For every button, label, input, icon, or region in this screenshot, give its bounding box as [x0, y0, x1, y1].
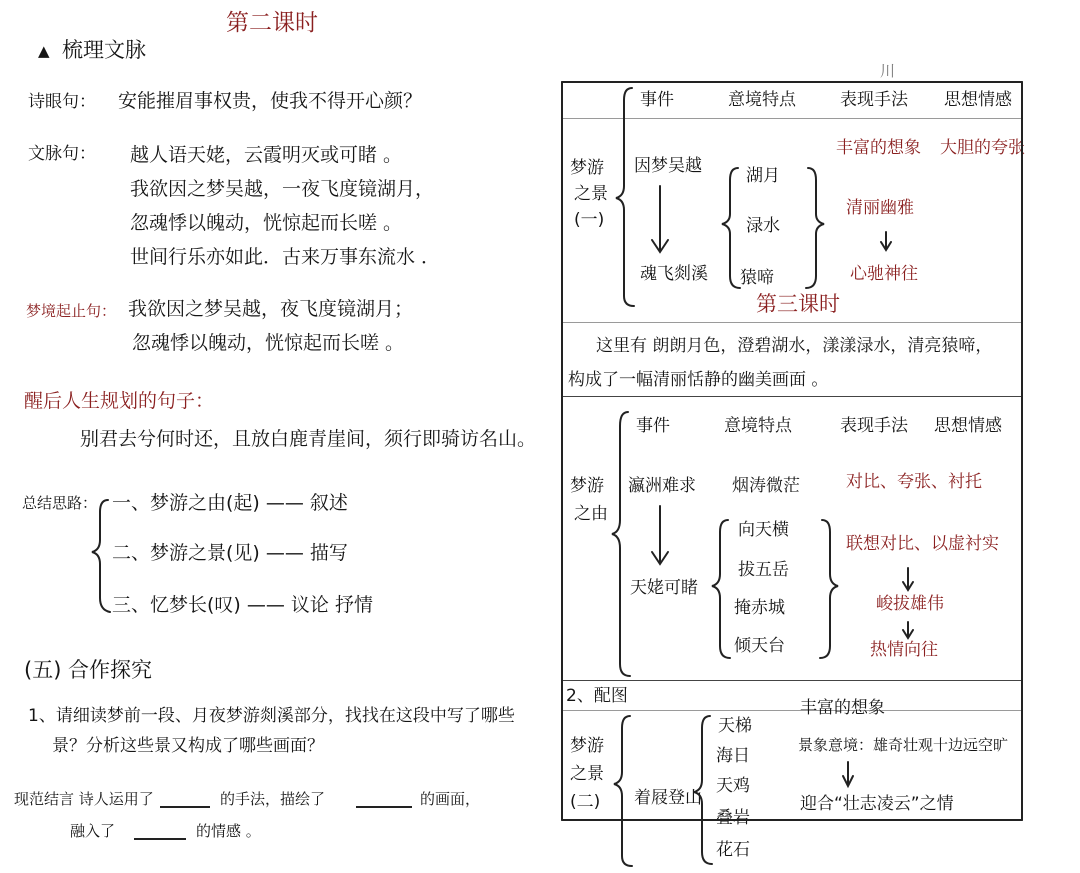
summary-item: 二、梦游之景(见) —— 描写 — [112, 542, 348, 564]
paragraph-line: 这里有 朗朗月色，澄碧湖水，漾漾渌水，清亮猿啼， — [596, 336, 993, 356]
coop-heading: (五) 合作探究 — [24, 658, 153, 682]
plan-heading: 醒后人生规划的句子： — [24, 390, 215, 412]
t3-row-label: 之景 — [570, 764, 604, 784]
t2-emotion: 峻拔雄伟 — [876, 594, 944, 614]
summary-item: 三、忆梦长(叹) —— 议论 抒情 — [112, 594, 373, 616]
t1-row-label: 之景 — [574, 184, 608, 204]
t3-scene: 叠岩 — [716, 808, 750, 828]
t2-scene: 向天横 — [738, 520, 789, 540]
dream-label: 梦境起止句： — [26, 302, 117, 320]
dream-line: 忽魂悸以魄动，恍惊起而长嗟 。 — [132, 332, 405, 354]
t1-emotion: 大胆的夸张 — [940, 138, 1025, 158]
t1-event: 魂飞剡溪 — [640, 264, 708, 284]
fill-text-b: 的手法，描绘了 — [220, 790, 326, 808]
t3-row-label: 梦游 — [570, 736, 604, 756]
t1-feature: 清丽幽雅 — [846, 198, 914, 218]
t1-event: 因梦吴越 — [634, 156, 702, 176]
t1-technique: 丰富的想象 — [836, 138, 921, 158]
t2-header: 事件 — [636, 416, 670, 436]
t1-scene-brace-right — [806, 168, 824, 288]
paragraph-line: 构成了一幅清丽恬静的幽美画面 。 — [568, 370, 829, 390]
t3-event: 着屐登山 — [634, 788, 702, 808]
t1-row-label: (一) — [574, 210, 605, 230]
t2-technique: 对比、夸张、衬托 — [846, 472, 982, 492]
t3-scene-brace — [694, 716, 712, 864]
section-title: 梳理文脉 — [62, 38, 146, 62]
fill-text-a: 现范结言 诗人运用了 — [14, 790, 154, 808]
t2-emotion: 联想对比、以虚衬实 — [846, 534, 999, 554]
thread-label: 文脉句： — [28, 144, 96, 164]
t3-note: 丰富的想象 — [800, 698, 885, 718]
t1-row-label: 梦游 — [570, 158, 604, 178]
summary-brace — [92, 500, 110, 612]
lesson3-title: 第三课时 — [756, 292, 840, 316]
t3-scene: 海日 — [716, 746, 750, 766]
thread-line: 我欲因之梦吴越，一夜飞度镜湖月， — [130, 178, 435, 200]
t1-scene: 湖月 — [746, 166, 780, 186]
t2-scene: 拔五岳 — [738, 560, 789, 580]
t2-event: 瀛洲难求 — [628, 476, 696, 496]
t2-event: 天姥可睹 — [630, 578, 698, 598]
t2-emotion: 热情向往 — [870, 640, 938, 660]
t3-brace — [614, 716, 632, 866]
t3-scene: 天鸡 — [716, 776, 750, 796]
lesson-title: 第二课时 — [226, 10, 318, 36]
summary-label: 总结思路： — [22, 494, 98, 512]
poem-eye-text: 安能摧眉事权贵，使我不得开心颜？ — [118, 90, 423, 112]
t1-header: 思想情感 — [944, 90, 1012, 110]
thread-line: 越人语天姥，云霞明灭或可睹 。 — [130, 144, 403, 166]
triangle-icon: ▲ — [38, 42, 50, 60]
t2-scene: 倾天台 — [734, 636, 785, 656]
t2-header: 表现手法 — [840, 416, 908, 436]
plan-text: 别君去兮何时还，且放白鹿青崖间，须行即骑访名山。 — [80, 428, 537, 450]
t3-heading: 2、配图 — [566, 686, 628, 706]
t3-note: 景象意境：雄奇壮观十边远空旷 — [798, 736, 1009, 754]
t1-header: 意境特点 — [728, 90, 796, 110]
t2-feature: 烟涛微茫 — [732, 476, 800, 496]
t2-row-label: 梦游 — [570, 476, 604, 496]
t1-header: 事件 — [640, 90, 674, 110]
top-mark: 川 — [880, 62, 896, 80]
t2-header: 意境特点 — [724, 416, 792, 436]
t1-brace — [616, 88, 634, 306]
thread-line: 世间行乐亦如此．古来万事东流水 ． — [130, 246, 441, 268]
t1-feature: 心驰神往 — [850, 264, 918, 284]
t3-scene: 花石 — [716, 840, 750, 860]
poem-eye-label: 诗眼句： — [28, 92, 96, 112]
t1-scene: 渌水 — [746, 216, 780, 236]
t3-note: 迎合“壮志凌云”之情 — [800, 794, 954, 814]
question-line: 景？分析这些景又构成了哪些画面？ — [52, 736, 324, 756]
summary-item: 一、梦游之由(起) —— 叙述 — [112, 492, 348, 514]
t3-row-label: (二) — [570, 792, 601, 812]
fill-text-c: 的画面， — [420, 790, 481, 808]
fill-text-e: 的情感 。 — [196, 822, 261, 840]
fill-text-d: 融入了 — [70, 822, 116, 840]
t3-scene: 天梯 — [718, 716, 752, 736]
t1-header: 表现手法 — [840, 90, 908, 110]
thread-line: 忽魂悸以魄动，恍惊起而长嗟 。 — [130, 212, 403, 234]
t1-scene-brace-left — [722, 168, 740, 288]
t2-scene-brace-right — [820, 520, 838, 658]
dream-line: 我欲因之梦吴越，夜飞度镜湖月； — [128, 298, 414, 320]
t2-scene: 掩赤城 — [734, 598, 785, 618]
t1-scene: 猿啼 — [740, 268, 774, 288]
t2-brace — [612, 412, 630, 676]
t2-scene-brace-left — [712, 520, 730, 658]
t2-header: 思想情感 — [934, 416, 1002, 436]
question-line: 1、请细读梦前一段、月夜梦游剡溪部分，找找在这段中写了哪些 — [28, 706, 515, 726]
t2-row-label: 之由 — [574, 504, 608, 524]
